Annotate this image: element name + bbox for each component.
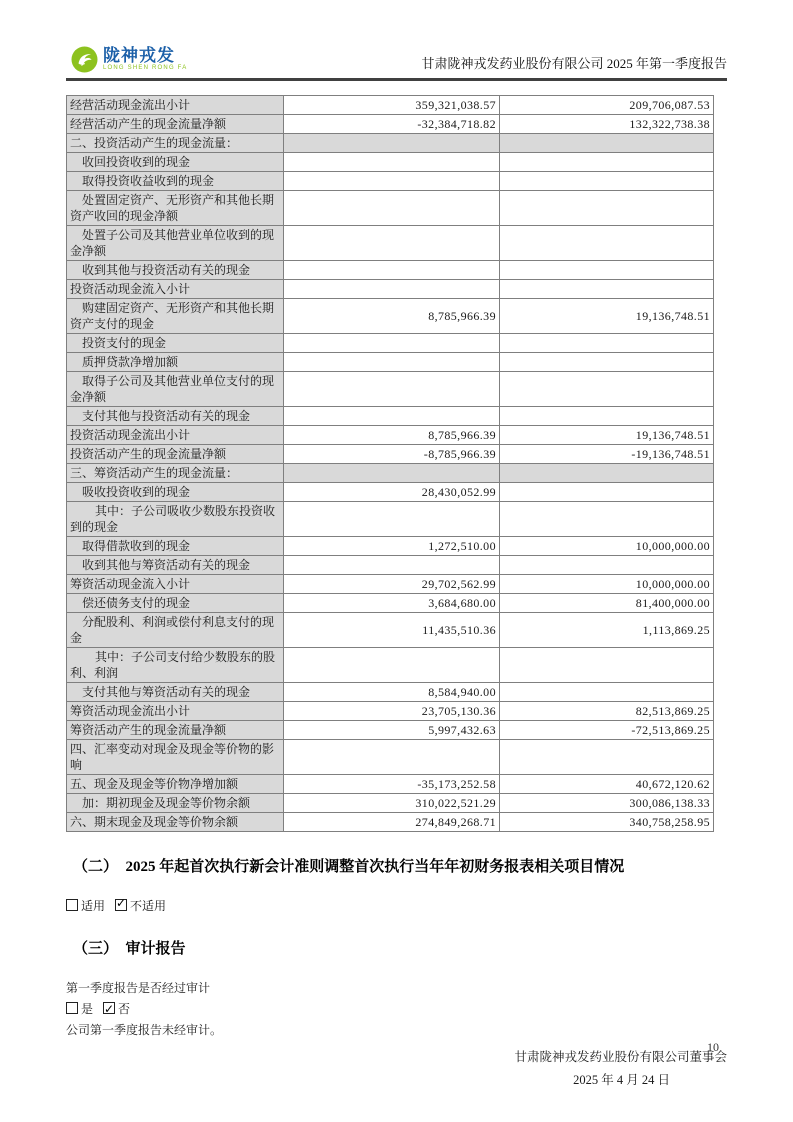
row-label: 取得借款收到的现金: [67, 537, 284, 556]
row-value-current-period: [284, 556, 500, 575]
table-row: [67, 334, 714, 353]
checkbox-checked-icon: [103, 1002, 115, 1014]
brand-name: [103, 47, 187, 72]
row-value-current-period: [284, 172, 500, 191]
table-row: [67, 407, 714, 426]
row-value-prior-period: [500, 648, 714, 683]
row-value-prior-period: [500, 153, 714, 172]
checkbox-option: [66, 1002, 93, 1016]
cash-flow-table-body: [67, 96, 714, 832]
signature-company: 甘肃陇神戎发药业股份有限公司董事会: [514, 1050, 727, 1064]
row-value-current-period: 11,435,510.36: [284, 613, 500, 648]
row-value-current-period: 359,321,038.57: [284, 96, 500, 115]
table-row: [67, 537, 714, 556]
table-row: [67, 740, 714, 775]
table-row: [67, 134, 714, 153]
page-number: 10: [707, 1040, 719, 1054]
page-header: [66, 0, 727, 81]
row-value-current-period: -8,785,966.39: [284, 445, 500, 464]
row-value-prior-period: 300,086,138.33: [500, 794, 714, 813]
signature-block: [66, 1046, 727, 1092]
row-value-prior-period: [500, 372, 714, 407]
row-value-prior-period: 132,322,738.38: [500, 115, 714, 134]
table-row: [67, 813, 714, 832]
company-logo-icon: [71, 46, 98, 73]
row-label: 筹资活动现金流入小计: [67, 575, 284, 594]
row-value-prior-period: [500, 172, 714, 191]
row-value-current-period: 5,997,432.63: [284, 721, 500, 740]
row-label: 筹资活动产生的现金流量净额: [67, 721, 284, 740]
checkbox-unchecked-icon: [66, 899, 78, 911]
checkbox-label: 不适用: [130, 899, 167, 913]
table-row: [67, 613, 714, 648]
table-row: [67, 445, 714, 464]
audit-answer-line: [66, 999, 727, 1020]
row-label: 投资支付的现金: [67, 334, 284, 353]
row-label: 支付其他与筹资活动有关的现金: [67, 683, 284, 702]
row-label: 经营活动现金流出小计: [67, 96, 284, 115]
row-value-prior-period: [500, 226, 714, 261]
table-row: [67, 172, 714, 191]
brand-name-cn: 陇神戎发: [103, 46, 175, 65]
row-label: 三、筹资活动产生的现金流量：: [67, 464, 284, 483]
cash-flow-table: [66, 95, 714, 832]
row-value-prior-period: [500, 683, 714, 702]
checkbox-label: 适用: [81, 899, 106, 913]
table-row: [67, 721, 714, 740]
table-row: [67, 353, 714, 372]
row-value-current-period: 8,785,966.39: [284, 299, 500, 334]
row-label: 投资活动产生的现金流量净额: [67, 445, 284, 464]
row-label: 筹资活动现金流出小计: [67, 702, 284, 721]
row-value-prior-period: [500, 556, 714, 575]
row-value-current-period: [284, 740, 500, 775]
signature-date: 2025 年 4 月 24 日: [573, 1073, 670, 1087]
table-row: [67, 280, 714, 299]
row-value-current-period: -32,384,718.82: [284, 115, 500, 134]
row-value-prior-period: -72,513,869.25: [500, 721, 714, 740]
row-value-prior-period: 10,000,000.00: [500, 575, 714, 594]
row-value-prior-period: 1,113,869.25: [500, 613, 714, 648]
row-value-current-period: [284, 407, 500, 426]
table-row: [67, 575, 714, 594]
row-value-prior-period: [500, 407, 714, 426]
row-value-prior-period: 82,513,869.25: [500, 702, 714, 721]
table-row: [67, 299, 714, 334]
brand-name-en: LONG SHEN RONG FA: [103, 65, 188, 71]
audit-block: [66, 978, 727, 1041]
row-label: 取得投资收益收到的现金: [67, 172, 284, 191]
table-row: [67, 191, 714, 226]
row-value-prior-period: [500, 464, 714, 483]
row-value-prior-period: [500, 261, 714, 280]
row-value-prior-period: [500, 502, 714, 537]
row-value-prior-period: [500, 483, 714, 502]
audit-note: 公司第一季度报告未经审计。: [66, 1023, 223, 1037]
row-label: 分配股利、利润或偿付利息支付的现金: [67, 613, 284, 648]
row-value-current-period: 29,702,562.99: [284, 575, 500, 594]
row-value-prior-period: 40,672,120.62: [500, 775, 714, 794]
row-label: 处置固定资产、无形资产和其他长期资产收回的现金净额: [67, 191, 284, 226]
row-value-current-period: [284, 648, 500, 683]
row-value-current-period: -35,173,252.58: [284, 775, 500, 794]
row-value-current-period: 28,430,052.99: [284, 483, 500, 502]
row-label: 偿还债务支付的现金: [67, 594, 284, 613]
checkbox-checked-icon: [115, 899, 127, 911]
row-value-prior-period: [500, 353, 714, 372]
row-value-current-period: 310,022,521.29: [284, 794, 500, 813]
row-value-prior-period: [500, 334, 714, 353]
table-row: [67, 261, 714, 280]
row-value-current-period: 8,785,966.39: [284, 426, 500, 445]
table-row: [67, 648, 714, 683]
checkbox-unchecked-icon: [66, 1002, 78, 1014]
row-label: 投资活动现金流出小计: [67, 426, 284, 445]
checkbox-label: 否: [118, 1002, 131, 1016]
row-label: 处置子公司及其他营业单位收到的现金净额: [67, 226, 284, 261]
table-row: [67, 96, 714, 115]
row-value-prior-period: 340,758,258.95: [500, 813, 714, 832]
table-row: [67, 556, 714, 575]
row-value-current-period: [284, 153, 500, 172]
row-value-current-period: [284, 502, 500, 537]
table-row: [67, 226, 714, 261]
row-value-prior-period: [500, 191, 714, 226]
row-value-current-period: [284, 134, 500, 153]
row-value-current-period: [284, 280, 500, 299]
row-value-current-period: 274,849,268.71: [284, 813, 500, 832]
row-value-prior-period: 19,136,748.51: [500, 426, 714, 445]
table-row: [67, 702, 714, 721]
row-label: 加：期初现金及现金等价物余额: [67, 794, 284, 813]
row-label: 经营活动产生的现金流量净额: [67, 115, 284, 134]
report-title: 甘肃陇神戎发药业股份有限公司 2025 年第一季度报告: [421, 56, 727, 71]
row-label: 收到其他与投资活动有关的现金: [67, 261, 284, 280]
row-label: 质押贷款净增加额: [67, 353, 284, 372]
checkbox-option: [66, 899, 105, 913]
section-heading-2: （二） 2025 年起首次执行新会计准则调整首次执行当年年初财务报表相关项目情况: [73, 859, 625, 875]
row-label: 其中：子公司支付给少数股东的股利、利润: [67, 648, 284, 683]
row-label: 四、汇率变动对现金及现金等价物的影响: [67, 740, 284, 775]
row-label: 二、投资活动产生的现金流量：: [67, 134, 284, 153]
section-heading-3: （三） 审计报告: [73, 941, 186, 957]
checkbox-label: 是: [81, 1002, 94, 1016]
row-value-prior-period: [500, 740, 714, 775]
table-row: [67, 502, 714, 537]
row-label: 支付其他与投资活动有关的现金: [67, 407, 284, 426]
row-label: 吸收投资收到的现金: [67, 483, 284, 502]
row-label: 购建固定资产、无形资产和其他长期资产支付的现金: [67, 299, 284, 334]
row-value-current-period: [284, 372, 500, 407]
table-row: [67, 464, 714, 483]
row-label: 收回投资收到的现金: [67, 153, 284, 172]
table-row: [67, 594, 714, 613]
applicability-line: [66, 897, 727, 914]
row-value-prior-period: 209,706,087.53: [500, 96, 714, 115]
row-value-prior-period: 19,136,748.51: [500, 299, 714, 334]
row-value-current-period: [284, 464, 500, 483]
row-label: 其中：子公司吸收少数股东投资收到的现金: [67, 502, 284, 537]
table-row: [67, 794, 714, 813]
table-row: [67, 153, 714, 172]
row-label: 取得子公司及其他营业单位支付的现金净额: [67, 372, 284, 407]
row-value-prior-period: 10,000,000.00: [500, 537, 714, 556]
table-row: [67, 115, 714, 134]
table-row: [67, 775, 714, 794]
row-value-current-period: [284, 261, 500, 280]
row-value-current-period: [284, 226, 500, 261]
company-logo: [71, 46, 187, 73]
row-value-current-period: [284, 353, 500, 372]
table-row: [67, 372, 714, 407]
row-value-current-period: 3,684,680.00: [284, 594, 500, 613]
row-value-prior-period: [500, 134, 714, 153]
row-label: 五、现金及现金等价物净增加额: [67, 775, 284, 794]
row-label: 收到其他与筹资活动有关的现金: [67, 556, 284, 575]
row-value-prior-period: -19,136,748.51: [500, 445, 714, 464]
table-row: [67, 683, 714, 702]
row-value-prior-period: 81,400,000.00: [500, 594, 714, 613]
audit-question: 第一季度报告是否经过审计: [66, 981, 211, 995]
row-value-current-period: 23,705,130.36: [284, 702, 500, 721]
row-value-current-period: 1,272,510.00: [284, 537, 500, 556]
checkbox-option: [103, 1002, 130, 1016]
table-row: [67, 426, 714, 445]
row-value-current-period: 8,584,940.00: [284, 683, 500, 702]
checkbox-option: [115, 899, 166, 913]
row-value-current-period: [284, 334, 500, 353]
row-value-prior-period: [500, 280, 714, 299]
table-row: [67, 483, 714, 502]
row-label: 六、期末现金及现金等价物余额: [67, 813, 284, 832]
row-value-current-period: [284, 191, 500, 226]
row-label: 投资活动现金流入小计: [67, 280, 284, 299]
